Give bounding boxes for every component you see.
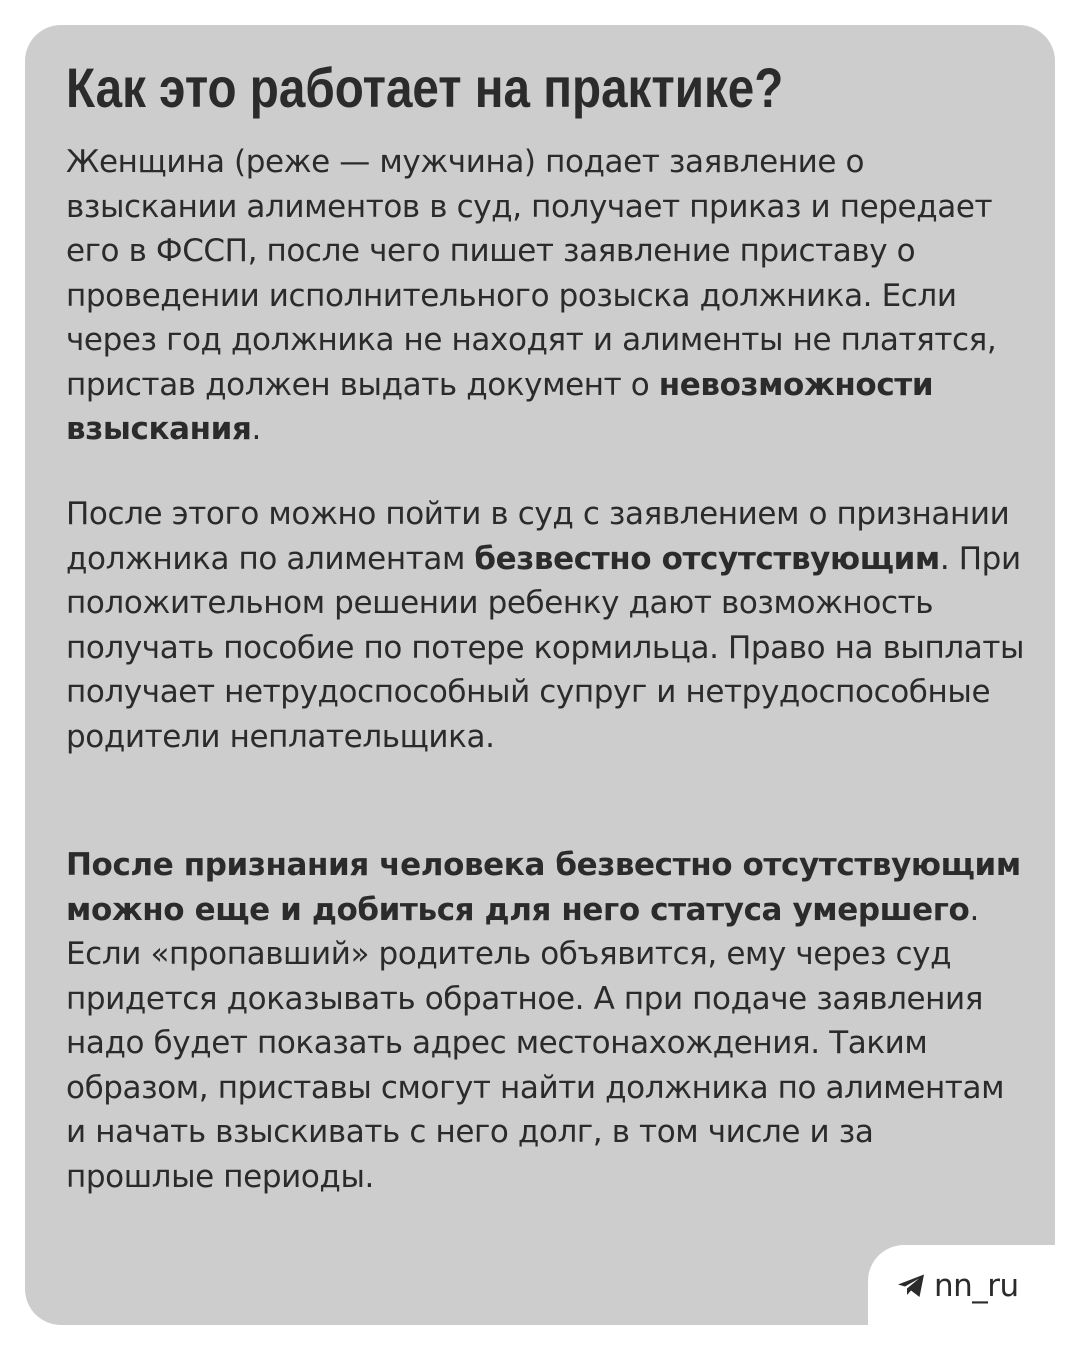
paragraph-2 bbox=[66, 492, 1026, 759]
paragraph-1-end: . bbox=[251, 411, 261, 447]
paragraph-2-end: . При положительном решении ребенку дают возможность получать пособие по потере кормильца. Право на выплаты получает нетрудоспособный супруг и нетрудоспособные родители неплательщика. bbox=[66, 540, 1025, 755]
paragraph-2-text: После этого можно пойти в суд с заявлением о признании должника по алиментам bbox=[66, 496, 1010, 577]
brand-badge[interactable] bbox=[896, 1264, 1019, 1308]
paragraph-1 bbox=[66, 140, 1026, 452]
paragraph-1-bold: невозможности взыскания bbox=[66, 366, 934, 447]
page-title: Как это работает на практике? bbox=[66, 56, 784, 119]
telegram-icon bbox=[896, 1273, 926, 1299]
paragraph-2-bold: безвестно отсутствующим bbox=[474, 540, 940, 577]
paragraph-3 bbox=[66, 843, 1026, 1199]
paragraph-1-text: Женщина (реже — мужчина) подает заявление о взыскании алиментов в суд, получает приказ и передает его в ФССП, после чего пишет заявление приставу о проведении исполнительного розыска должника. Если через год должника не находят и алименты не платятся, пристав должен выдать документ о bbox=[66, 144, 997, 403]
paragraph-3-text: . Если «пропавший» родитель объявится, ему через суд придется доказывать обратное. А при подаче заявления надо будет показать адрес местонахождения. Таким образом, приставы смогут найти должника по алиментам и начать взыскивать с него долг, в том числе и за прошлые периоды. bbox=[66, 891, 1005, 1195]
brand-handle: nn_ru bbox=[934, 1268, 1019, 1304]
paragraph-3-bold: После признания человека безвестно отсутствующим можно еще и добиться для него статуса умершего bbox=[66, 847, 1021, 928]
